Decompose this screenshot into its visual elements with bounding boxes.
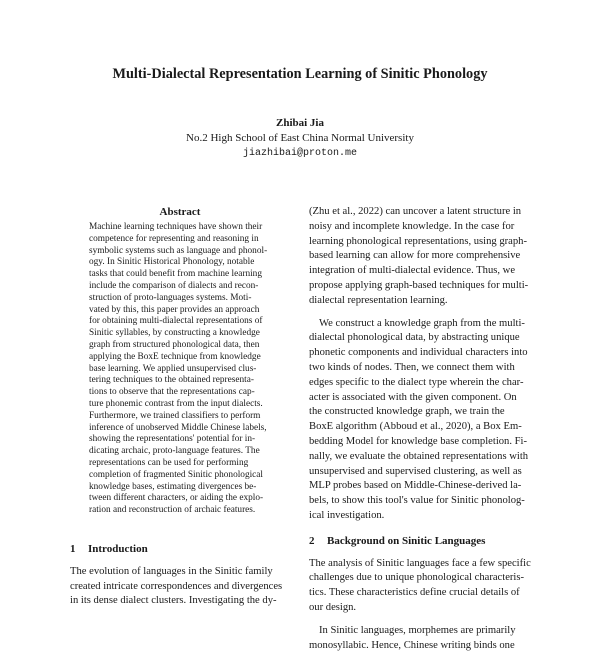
abstract-line: completion of fragmented Sinitic phonological — [89, 469, 264, 480]
abstract-line: tasks that could benefit from machine learning — [89, 269, 262, 280]
abstract-line: Furthermore, we trained classifiers to perform — [89, 410, 261, 421]
text-line: dialectal representation learning. — [309, 294, 448, 306]
text-line: bedding Model for knowledge base completion. Fi- — [309, 435, 528, 447]
text-line: dialectal phonological data, by abstracting unique — [309, 332, 520, 344]
section-number: 1 — [70, 543, 76, 555]
text-line: bels, to show this tool's value for Sinitic phonolog- — [309, 495, 525, 507]
text-line: nally, we evaluate the obtained representations with — [309, 450, 529, 462]
text-line: (Zhu et al., 2022) can uncover a latent structure in — [309, 206, 522, 217]
text-line: based learning can allow for more comprehensive — [309, 250, 521, 262]
text-line: our design. — [309, 601, 357, 613]
author-affiliation: No.2 High School of East China Normal University — [186, 132, 414, 144]
text-line: integration of multi-dialectal evidence. Thus, we — [309, 265, 516, 277]
abstract-line: ogy. In Sinitic Historical Phonology, notable — [89, 257, 255, 268]
text-line: We construct a knowledge graph from the multi- — [319, 317, 525, 329]
abstract-line: showing the representations' potential for in- — [89, 434, 256, 445]
abstract-line: ration and reconstruction of archaic features. — [89, 505, 256, 516]
abstract-line: base learning. We applied unsupervised clus- — [89, 363, 257, 374]
abstract-heading: Abstract — [159, 206, 201, 218]
section-2-heading — [309, 534, 531, 549]
text-line: ical investigation. — [309, 509, 385, 521]
abstract-line: tween different characters, or aiding the explo- — [89, 493, 264, 504]
abstract-line: applying the BoxE technique from knowledge — [89, 351, 261, 362]
intro-line: created intricate correspondences and divergences — [70, 580, 283, 592]
text-line: learning phonological representations, using graph- — [309, 235, 527, 247]
paragraph — [309, 317, 531, 524]
author-email: jiazhibai@proton.me — [242, 148, 358, 159]
introduction-body — [70, 565, 295, 609]
text-line: MLP probes based on Middle-Chinese-derived la- — [309, 480, 522, 492]
text-line: propose applying graph-based techniques for multi- — [309, 279, 529, 291]
abstract-line: for obtaining multi-dialectal representations of — [89, 316, 263, 327]
abstract-line: tions to observe that the representations cap- — [89, 387, 255, 398]
section-number: 2 — [309, 534, 315, 547]
text-line: phonetic components and individual characters into — [309, 347, 528, 359]
abstract-line: struction of proto-languages systems. Moti- — [89, 292, 252, 303]
text-line: tics. These characteristics define crucial details of — [309, 587, 520, 599]
paper-title: Multi-Dialectal Representation Learning of Sinitic Phonology — [112, 66, 488, 82]
text-line: edges specific to the dialect type wherein the char- — [309, 376, 524, 388]
text-line: challenges due to unique phonological characteris- — [309, 572, 525, 584]
text-line: two kinds of nodes. Then, we connect them with — [309, 361, 515, 373]
paragraph — [309, 624, 531, 653]
section-title: Background on Sinitic Languages — [327, 534, 486, 547]
abstract-line: inference of unobserved Middle Chinese labels, — [89, 422, 267, 433]
section-1-heading — [70, 543, 148, 555]
text-line: monosyllabic. Hence, Chinese writing binds one — [309, 639, 515, 651]
abstract-line: Sinitic syllables, by constructing a knowledge — [89, 328, 260, 339]
abstract-line: knowledge bases, estimating divergences be- — [89, 481, 257, 492]
paragraph — [309, 205, 531, 309]
abstract-line: dicating archaic, proto-language features. The — [89, 446, 260, 457]
intro-line: in its dense dialect clusters. Investigating the dy- — [70, 595, 277, 606]
text-line: unsupervised and supervised clustering, as well as — [309, 465, 522, 477]
abstract-line: vated by this, this paper provides an approach — [89, 304, 260, 315]
abstract-line: representations can be used for performing — [89, 457, 249, 468]
abstract-body — [89, 222, 274, 517]
text-line: The analysis of Sinitic languages face a few specific — [309, 557, 531, 569]
text-line: the constructed knowledge graph, we train the — [309, 406, 505, 418]
abstract-line: symbolic systems such as language and phonol- — [89, 245, 268, 256]
abstract-line: Machine learning techniques have shown their — [89, 222, 263, 232]
text-line: BoxE algorithm (Abboud et al., 2020), a Box Em- — [309, 421, 522, 433]
abstract-line: graph from structured phonological data, then — [89, 339, 260, 350]
text-line: acter is associated with the given component. On — [309, 391, 517, 403]
text-line: In Sinitic languages, morphemes are primarily — [319, 624, 516, 636]
intro-line: The evolution of languages in the Sinitic family — [70, 566, 273, 577]
section-title: Introduction — [88, 543, 148, 555]
abstract-line: ture phonemic contrast from the input dialects. — [89, 398, 263, 409]
author-name: Zhibai Jia — [276, 117, 324, 129]
abstract-line: competence for representing and reasoning in — [89, 233, 259, 244]
text-line: noisy and incomplete knowledge. In the case for — [309, 220, 515, 232]
paragraph — [309, 557, 531, 616]
right-column — [309, 205, 531, 653]
abstract-line: include the comparison of dialects and recon- — [89, 280, 259, 291]
abstract-line: tering techniques to the obtained representa- — [89, 375, 254, 386]
